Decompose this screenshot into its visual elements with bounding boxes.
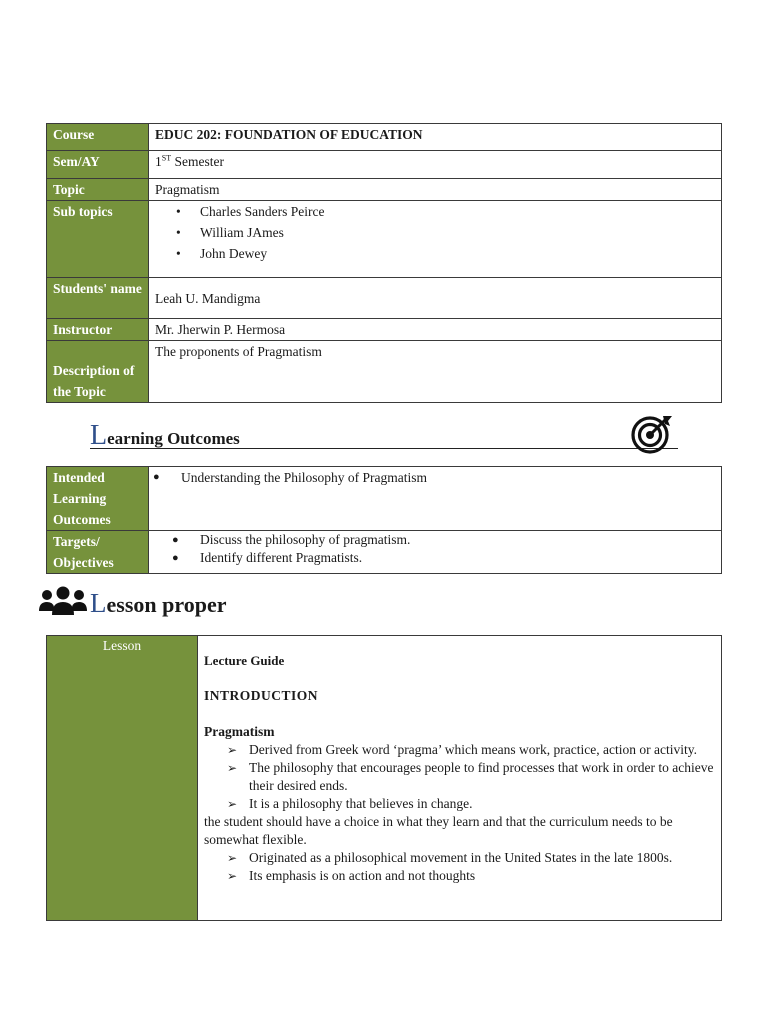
pragmatism-points [204,741,715,813]
lesson-content [198,636,722,921]
lesson-proper-title: Lesson proper [90,588,227,618]
sem-label: Sem/AY [47,151,149,179]
learning-outcomes-header [90,420,678,449]
list-item: ➢ It is a philosophy that believes in change. [249,795,715,813]
list-item: • John Dewey [200,243,715,264]
list-item: ● Identify different Pragmatists. [200,549,715,567]
sem-value: 1ST Semester [149,151,722,179]
group-icon [38,586,88,616]
ilo-value [149,467,722,531]
course-label: Course [47,124,149,151]
list-item: • William JAmes [200,222,715,243]
ilo-label: Intended Learning Outcomes [47,467,149,531]
list-item: ➢ Originated as a philosophical movement in the United States in the late 1800s. [249,849,715,867]
course-value: EDUC 202: FOUNDATION OF EDUCATION [149,124,722,151]
subtopics-label: Sub topics [47,201,149,278]
targets-value [149,531,722,574]
list-item: ➢ Its emphasis is on action and not thoughts [249,867,715,885]
flexibility-paragraph: the student should have a choice in what they learn and that the curriculum needs to be somewhat flexible. [204,814,673,847]
list-item: ➢ Derived from Greek word ‘pragma’ which means work, practice, action or activity. [249,741,715,759]
topic-value: Pragmatism [149,179,722,201]
subtopics-value [149,201,722,278]
ilo-list [155,467,715,488]
target-icon [630,414,674,454]
subtopics-list [155,201,715,264]
targets-label: Targets/ Objectives [47,531,149,574]
targets-list [155,531,715,567]
lecture-guide-heading: Lecture Guide [204,653,285,668]
course-info-table [46,123,722,403]
list-item: ● Discuss the philosophy of pragmatism. [200,531,715,549]
students-label: Students' name [47,278,149,319]
lesson-label: Lesson [47,636,198,921]
students-value: Leah U. Mandigma [149,278,722,319]
list-item: • Charles Sanders Peirce [200,201,715,222]
list-item: ➢ The philosophy that encourages people to find processes that work in order to achieve their desired ends. [249,759,715,795]
instructor-value: Mr. Jherwin P. Hermosa [149,319,722,341]
introduction-heading: INTRODUCTION [204,688,319,703]
list-item: ● Understanding the Philosophy of Pragmatism [181,467,715,488]
topic-label: Topic [47,179,149,201]
learning-outcomes-table [46,466,722,574]
description-value: The proponents of Pragmatism [149,341,722,403]
description-label: Description of the Topic [47,341,149,403]
lesson-table [46,635,722,921]
learning-outcomes-title: Learning Outcomes [90,420,240,451]
pragmatism-heading: Pragmatism [204,724,275,739]
instructor-label: Instructor [47,319,149,341]
origin-points [204,849,715,885]
